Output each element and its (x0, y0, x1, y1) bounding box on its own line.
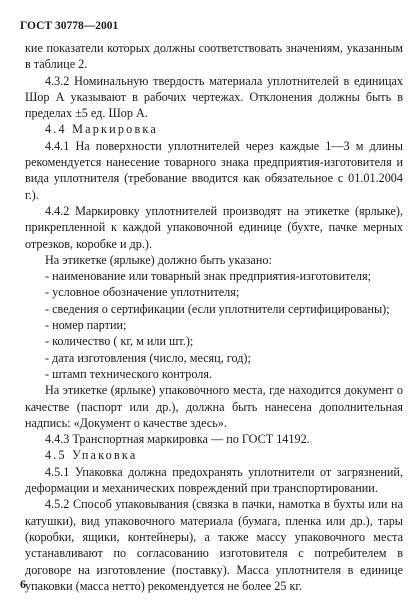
paragraph: 4.4.1 На поверхности уплотнителей через каждые 1—3 м длины рекомендуется нанесение товарного знака предприятия-изготовителя и вида уплотнителя (требование вводится как обязательное с 01.01.2004 г.). (25, 138, 403, 202)
paragraph: - наименование или товарный знак предприятия-изготовителя; (45, 269, 371, 284)
paragraph: 4.4.2 Маркировку уплотнителей производят на этикетке (ярлыке), прикрепленной к каждой упаковочной единице (бухте, пачке мерных отрезков, коробке и др.). (25, 203, 403, 251)
paragraph: - количество ( кг, м или шт.); (45, 334, 194, 349)
section-heading: 4.5 Упаковка (45, 448, 138, 463)
paragraph: кие показатели которых должны соответствовать значениям, указанным в таблице 2. (25, 41, 403, 72)
paragraph: На этикетке (ярлыке) должно быть указано: (45, 252, 272, 267)
standard-code-header: ГОСТ 30778—2001 (20, 20, 119, 32)
paragraph: 4.5.2 Способ упаковывания (связка в пачки, намотка в бухты или на катушки), вид упаковочного материала (бумага, пленка или др.), тары (коробки, ящики, контейнеры), а также массу упаковочного места устанавливают по согласованию изготовителя с потребителем в договоре на изготовление (поставку). Масса уплотнителя в единице упаковки (масса нетто) рекомендуется не более 25 кг. (25, 497, 403, 593)
paragraph: - штамп технического контроля. (45, 366, 213, 381)
page-number: 6 (20, 577, 26, 591)
document-body (25, 40, 403, 594)
paragraph: - условное обозначение уплотнителя; (45, 285, 240, 300)
paragraph: - номер партии; (45, 318, 127, 333)
section-heading: 4.4 Маркировка (45, 122, 158, 137)
paragraph: - сведения о сертификации (если уплотнители сертифицированы); (45, 301, 390, 316)
paragraph: На этикетке (ярлыке) упаковочного места, где находится документ о качестве (паспорт или др.), должна быть нанесена дополнительная надпись: «Документ о качестве здесь». (25, 383, 403, 430)
paragraph: 4.4.3 Транспортная маркировка — по ГОСТ 14192. (45, 432, 310, 447)
paragraph: 4.3.2 Номинальную твердость материала уплотнителей в единицах Шор А указывают в рабочих чертежах. Отклонения должны быть в пределах ±5 ед. Шор А. (25, 73, 403, 121)
paragraph: 4.5.1 Упаковка должна предохранять уплотнители от загрязнений, деформации и механических повреждений при транспортировании. (25, 464, 403, 496)
paragraph: - дата изготовления (число, месяц, год); (45, 350, 251, 365)
